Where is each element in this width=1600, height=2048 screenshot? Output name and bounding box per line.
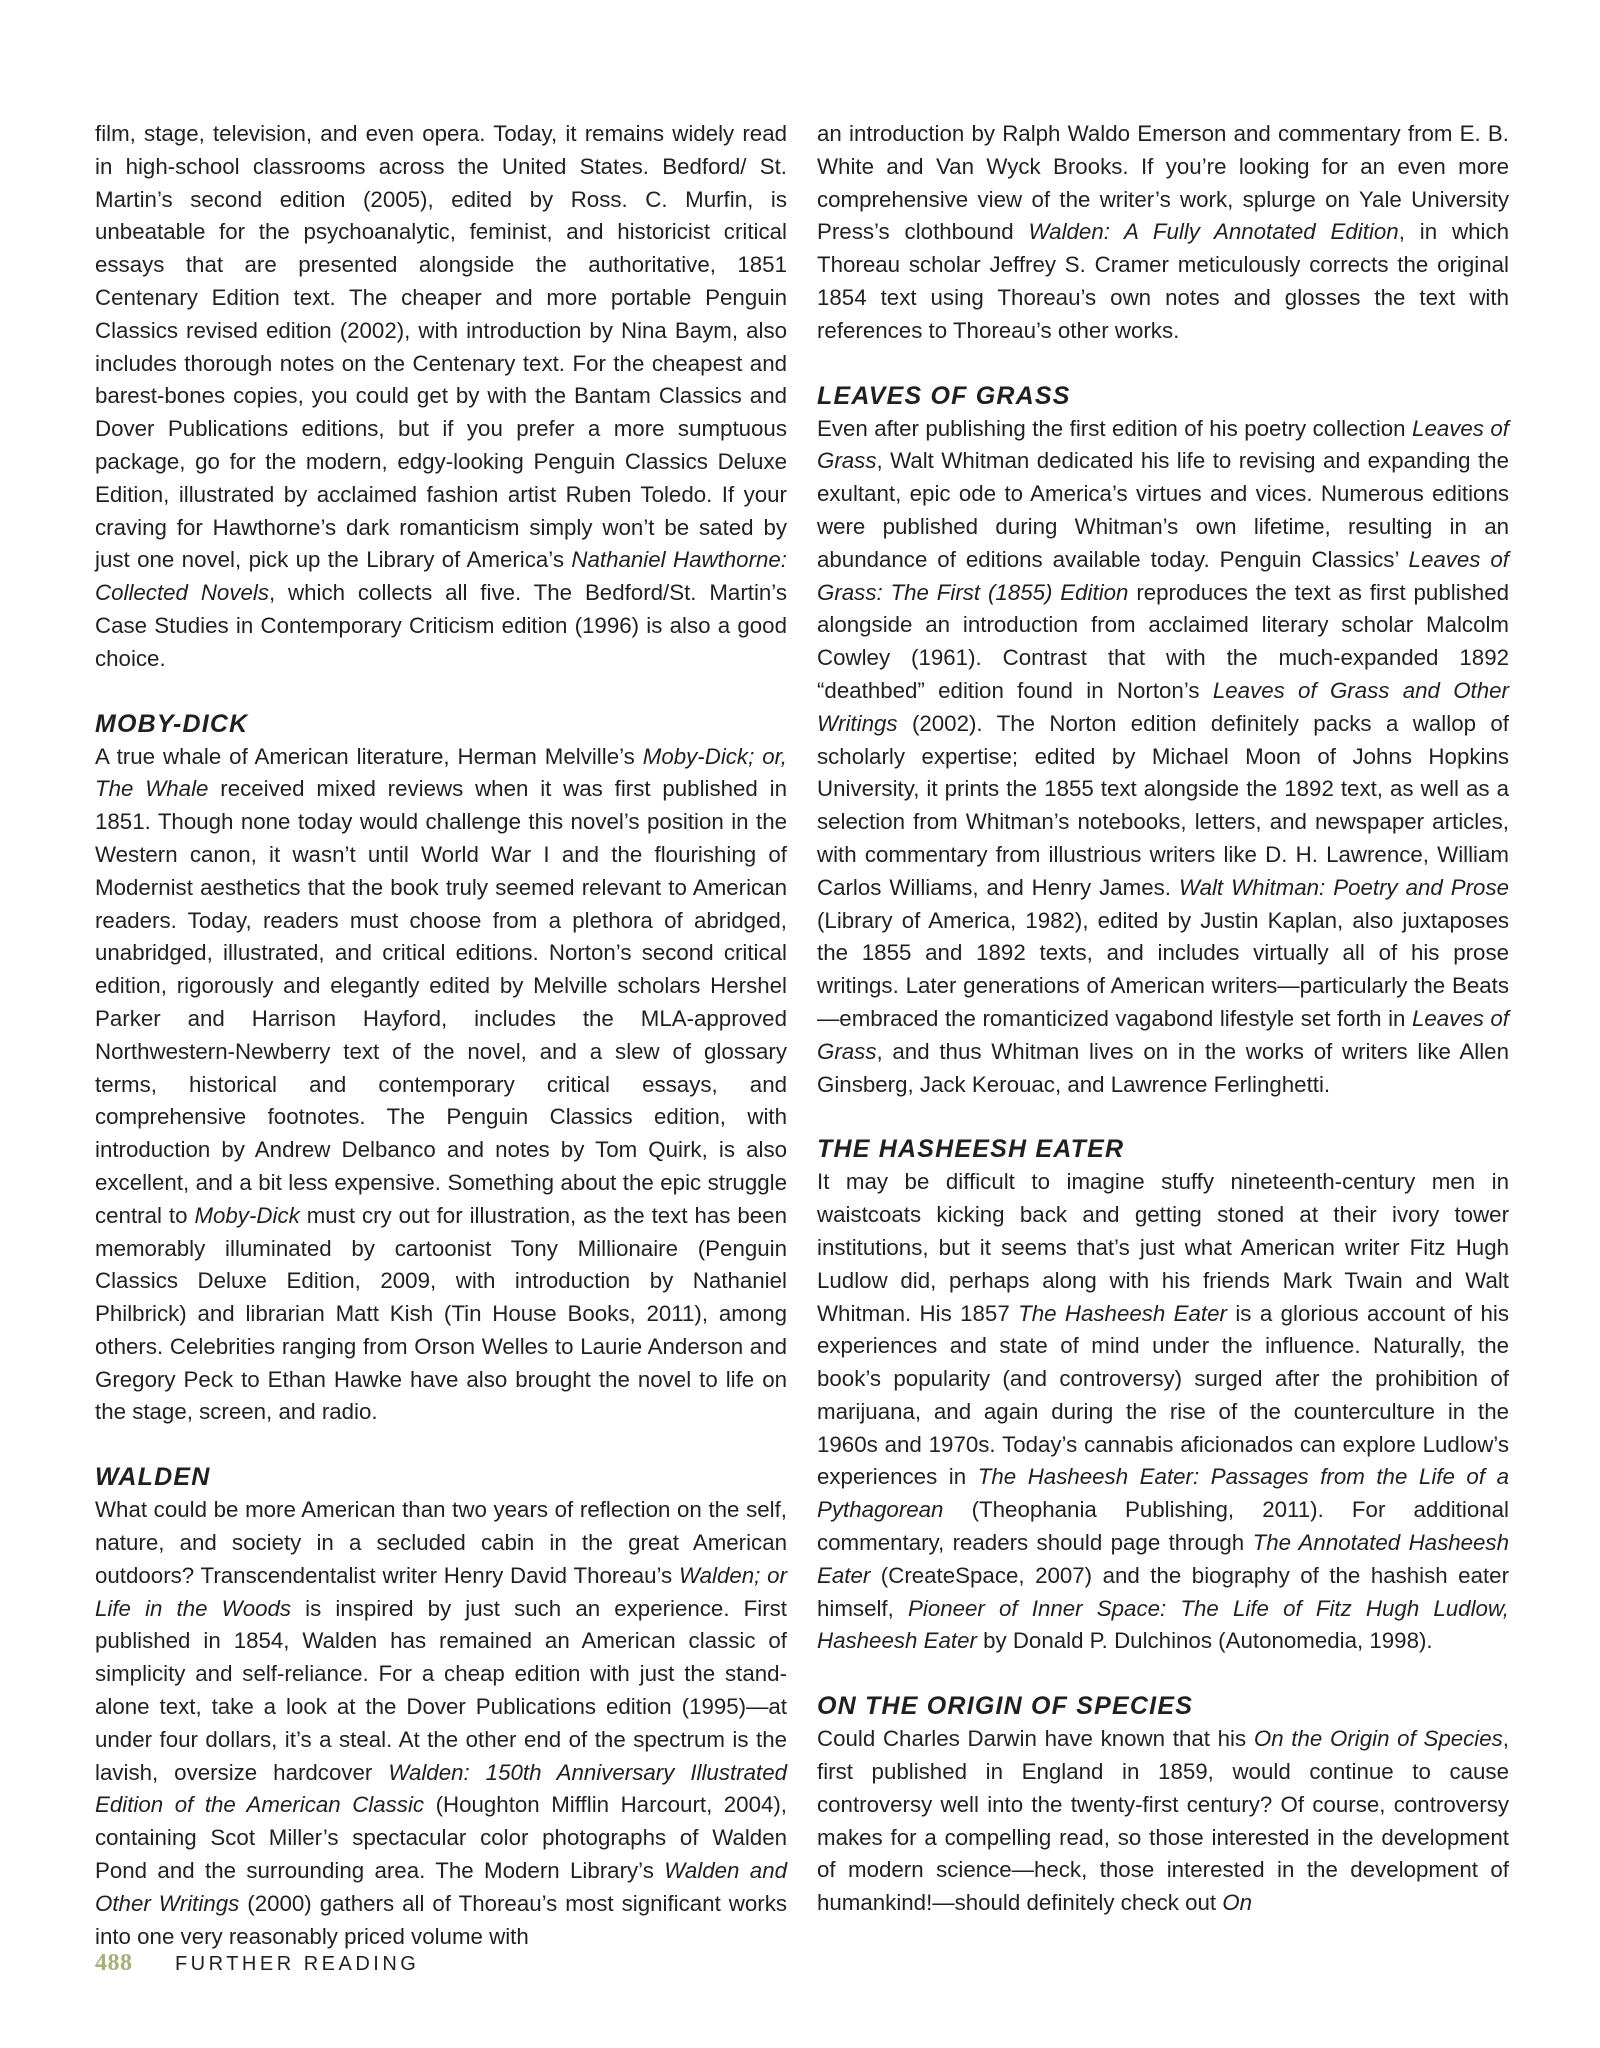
book-title: Moby-Dick; or, The Whale — [95, 743, 788, 802]
text-run: A true whale of American literature, Herman Melville’s — [95, 743, 643, 769]
walden-heading: WALDEN — [95, 1463, 211, 1492]
text-run: , and thus Whitman lives on in the works of writers like Allen Ginsberg, Jack Kerouac, and Lawrence Ferlinghetti. — [817, 1038, 1509, 1097]
text-run: , which collects all five. The Bedford/St. Martin’s Case Studies in Contemporary Criticism edition (1996) is also a good choice. — [95, 580, 788, 671]
text-run: (Theophania Publishing, 2011). For additional commentary, readers should page through — [817, 1497, 1509, 1556]
text-run: film, stage, television, and even opera. Today, it remains widely read in high-school classrooms across the United States. Bedford/ St. Martin’s second edition (2005), edited by Ross. C. Murfin, is unbeatable for the psychoanalytic, feminist, and historicist critical essays that are presented alongside the authoritative, 1851 Centenary Edition text. The cheaper and more portable Penguin Classics revised edition (2002), with introduction by Nina Baym, also includes thorough notes on the Centenary text. For the cheapest and barest-bones copies, you could get by with the Bantam Classics and Dover Publications editions, but if you prefer a more sumptuous package, go for the modern, edgy-looking Penguin Classics Deluxe Edition, illustrated by acclaimed fashion artist Ruben Toledo. If your craving for Hawthorne’s dark romanticism simply won’t be sated by just one novel, pick up the Library of America’s — [95, 121, 787, 573]
walden-continued-paragraph — [817, 118, 1509, 348]
text-run: It may be difficult to imagine stuffy nineteenth-century men in waistcoats kicking back and getting stoned at their ivory tower institutions, but it seems that’s just what American writer Fitz Hugh Ludlow did, perhaps along with his friends Mark Twain and Walt Whitman. His 1857 — [817, 1169, 1509, 1326]
left-column — [95, 118, 787, 1953]
running-footer-section: FURTHER READING — [174, 1953, 420, 1975]
book-title: Walden: 150th Anniversary Illustrated Edition of the American Classic — [95, 1759, 787, 1818]
text-run: Could Charles Darwin have known that his — [817, 1726, 1254, 1752]
right-column — [817, 118, 1509, 1920]
page-number: 488 — [95, 1950, 133, 1976]
book-title: Moby-Dick — [194, 1202, 300, 1228]
origin-of-species-heading: ON THE ORIGIN OF SPECIES — [817, 1692, 1194, 1721]
hasheesh-eater-paragraph — [817, 1166, 1509, 1658]
walden-paragraph — [95, 1494, 787, 1953]
book-title: Walden; or Life in the Woods — [95, 1562, 787, 1621]
text-run: What could be more American than two years of reflection on the self, nature, and society in a secluded cabin in the great American outdoors? Transcendentalist writer Henry David Thoreau’s — [95, 1497, 787, 1588]
book-title: Pioneer of Inner Space: The Life of Fitz Hugh Ludlow, Hasheesh Eater — [817, 1595, 1510, 1654]
text-run: (Houghton Mifflin Harcourt, 2004), containing Scot Miller’s spectacular color photographs of Walden Pond and the surrounding area. The Modern Library’s — [95, 1792, 788, 1884]
text-run: (CreateSpace, 2007) and the biography of the hashish eater himself, — [817, 1562, 1509, 1621]
book-title: The Hasheesh Eater: Passages from the Life of a Pythagorean — [817, 1464, 1509, 1523]
book-title: The Hasheesh Eater — [1018, 1300, 1227, 1326]
text-run: , Walt Whitman dedicated his life to revising and expanding the exultant, epic ode to America’s virtues and vices. Numerous editions were published during Whitman’s own lifetime, resulting in an abundance of editions available today. Penguin Classics’ — [817, 448, 1509, 572]
text-run: Even after publishing the first edition of his poetry collection — [817, 415, 1413, 441]
text-run: , in which Thoreau scholar Jeffrey S. Cramer meticulously corrects the original 1854 text using Thoreau’s own notes and glosses the text with references to Thoreau’s other works. — [817, 219, 1509, 343]
leaves-of-grass-paragraph — [817, 413, 1509, 1102]
book-title: Walden and Other Writings — [95, 1858, 787, 1916]
text-run: , first published in England in 1859, would continue to cause controversy well into the twenty-first century? Of course, controversy makes for a compelling read, so those interested in the development of modern science—heck, those interested in the development of humankind!—should definitely check out — [817, 1726, 1509, 1916]
hasheesh-eater-heading: THE HASHEESH EATER — [817, 1135, 1125, 1164]
page-footer — [95, 1950, 419, 1977]
book-title: Walden: A Fully Annotated Edition — [1028, 219, 1399, 245]
text-run: (Library of America, 1982), edited by Justin Kaplan, also juxtaposes the 1855 and 1892 texts, and includes virtually all of his prose writings. Later generations of American writers—particularly the Beats—embraced the romanticized vagabond lifestyle set forth in — [817, 907, 1509, 1031]
book-title: Leaves of Grass: The First (1855) Edition — [817, 546, 1509, 605]
text-run: by Donald P. Dulchinos (Autonomedia, 1998). — [976, 1628, 1433, 1654]
book-title: Walt Whitman: Poetry and Prose — [1178, 874, 1510, 900]
text-run: received mixed reviews when it was first published in 1851. Though none today would challenge this novel’s position in the Western canon, it wasn’t until World War I and the flourishing of Modernist aesthetics that the book truly seemed relevant to American readers. Today, readers must choose from a plethora of abridged, unabridged, illustrated, and critical editions. Norton’s second critical edition, rigorously and elegantly edited by Melville scholars Hershel Parker and Harrison Hayford, includes the MLA-approved Northwestern-Newberry text of the novel, and a slew of glossary terms, historical and contemporary critical essays, and comprehensive footnotes. The Penguin Classics edition, with introduction by Andrew Delbanco and notes by Tom Quirk, is also excellent, and a bit less expensive. Something about the epic struggle central to — [95, 776, 787, 1228]
text-run: must cry out for illustration, as the text has been memorably illuminated by cartoonist Tony Millionaire (Penguin Classics Deluxe Edition, 2009, with introduction by Nathaniel Philbrick) and librarian Matt Kish (Tin House Books, 2011), among others. Celebrities ranging from Orson Welles to Laurie Anderson and Gregory Peck to Ethan Hawke have also brought the novel to life on the stage, screen, and radio. — [95, 1202, 787, 1425]
text-run: (2002). The Norton edition definitely packs a wallop of scholarly expertise; edited by Michael Moon of Johns Hopkins University, it prints the 1855 text alongside the 1892 text, as well as a selection from Whitman’s notebooks, letters, and newspaper articles, with commentary from illustrious writers like D. H. Lawrence, William Carlos Williams, and Henry James. — [817, 710, 1509, 900]
book-title: Leaves of Grass and Other Writings — [817, 677, 1509, 736]
text-run: is a glorious account of his experiences and state of mind under the influence. Naturally, the book’s popularity (and controversy) surged after the prohibition of marijuana, and again during the rise of the counterculture in the 1960s and 1970s. Today’s cannabis aficionados can explore Ludlow’s experiences in — [817, 1300, 1509, 1490]
moby-dick-heading: MOBY-DICK — [95, 709, 249, 738]
book-title: On the Origin of Species — [1253, 1726, 1503, 1752]
text-run: (2000) gathers all of Thoreau’s most significant works into one very reasonably priced volume with — [95, 1890, 787, 1949]
origin-of-species-paragraph — [817, 1723, 1509, 1920]
text-run: an introduction by Ralph Waldo Emerson and commentary from E. B. White and Van Wyck Brooks. If you’re looking for an even more comprehensive view of the writer’s work, splurge on Yale University Press’s clothbound — [817, 121, 1509, 245]
book-title: On — [1222, 1890, 1253, 1916]
book-title: Leaves of Grass — [817, 1005, 1509, 1064]
book-title: The Annotated Hasheesh Eater — [817, 1530, 1509, 1588]
leaves-of-grass-heading: LEAVES OF GRASS — [817, 381, 1071, 410]
book-title: Nathaniel Hawthorne: Collected Novels — [95, 547, 787, 606]
text-run: reproduces the text as first published alongside an introduction from acclaimed literary scholar Malcolm Cowley (1961). Contrast that with the much-expanded 1892 “deathbed” edition found in Norton’s — [817, 579, 1509, 703]
book-title: Leaves of Grass — [817, 415, 1509, 474]
moby-dick-paragraph — [95, 741, 787, 1430]
hawthorne-editions-paragraph — [95, 118, 787, 676]
text-run: is inspired by just such an experience. First published in 1854, Walden has remained an American classic of simplicity and self-reliance. For a cheap edition with just the stand-alone text, take a look at the Dover Publications edition (1995)—at under four dollars, it’s a steal. At the other end of the spectrum is the lavish, oversize hardcover — [95, 1595, 787, 1785]
